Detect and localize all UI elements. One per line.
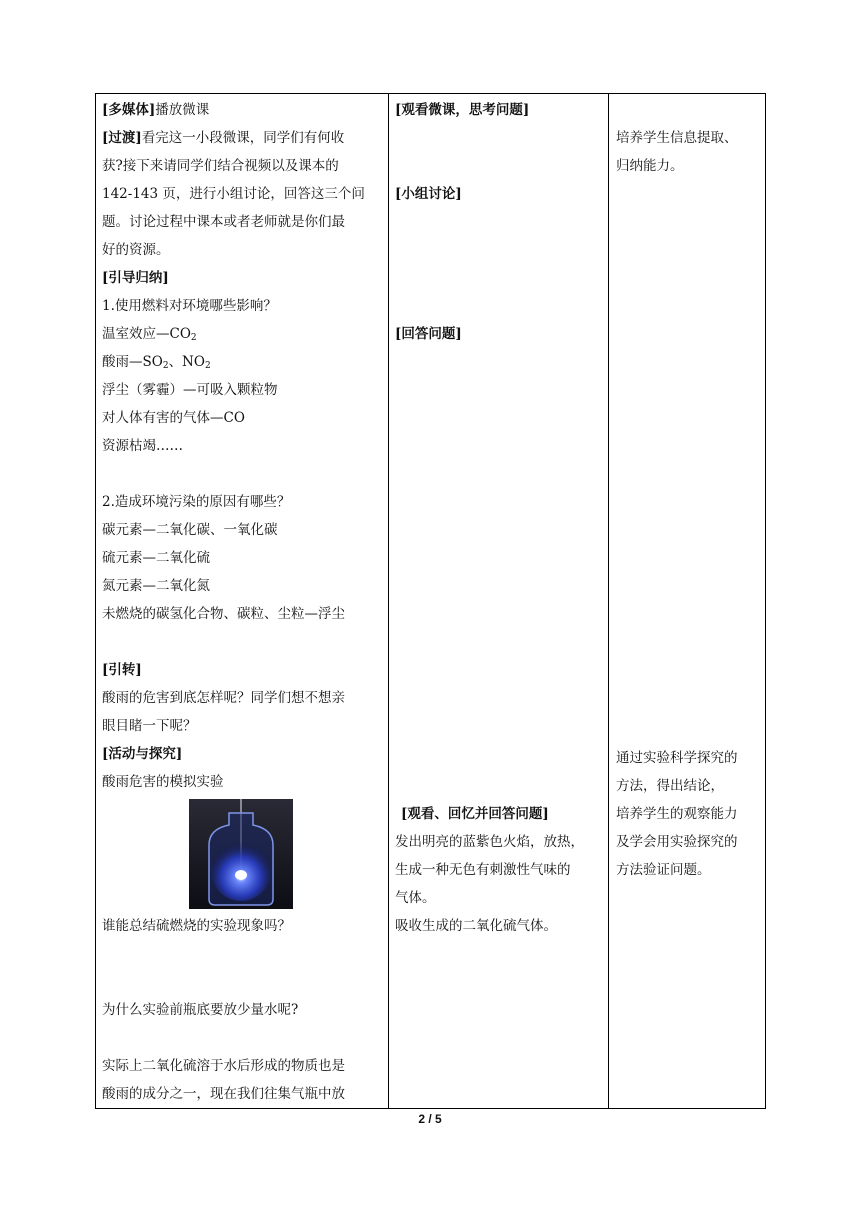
text-line: 获?接下来请同学们结合视频以及课本的 — [102, 158, 339, 174]
lesson-table — [95, 93, 766, 1109]
text-line: 酸雨的成分之一，现在我们往集气瓶中放 — [102, 1086, 345, 1102]
teacher-activity-column — [102, 94, 384, 1108]
text-line: 氮元素—二氧化氮 — [102, 578, 210, 594]
text-line: 硫元素—二氧化硫 — [102, 550, 210, 566]
heading-observe: [观看、回忆并回答问题] — [401, 806, 549, 822]
line-multimedia: [多媒体]播放微课 — [102, 102, 210, 118]
text-line: 眼目睹一下呢？ — [102, 718, 197, 734]
text-line: 生成一种无色有刺激性气味的 — [395, 862, 571, 878]
text-line: 资源枯竭…… — [102, 438, 183, 454]
text-line: 发出明亮的蓝紫色火焰，放热， — [395, 834, 584, 850]
glowing-bottle-photo — [189, 799, 293, 909]
text-line: 归纳能力。 — [616, 158, 684, 174]
text-line: 浮尘（雾霾）—可吸入颗粒物 — [102, 382, 278, 398]
question-2: 2.造成环境污染的原因有哪些？ — [102, 494, 291, 510]
text-line: 培养学生的观察能力 — [616, 806, 738, 822]
text-line: 对人体有害的气体—CO — [102, 410, 245, 426]
text-line: 培养学生信息提取、 — [616, 130, 738, 146]
page-number: 2 / 5 — [418, 1112, 442, 1126]
heading-group-discussion: [小组讨论] — [395, 186, 462, 202]
question-sulfur: 谁能总结硫燃烧的实验现象吗？ — [102, 918, 291, 934]
heading-transition: [引转] — [102, 662, 142, 678]
heading-watch: [观看微课，思考问题] — [395, 102, 530, 118]
text-line: 酸雨危害的模拟实验 — [102, 774, 224, 790]
column-divider-1 — [388, 94, 389, 1108]
text-line: 气体。 — [395, 890, 436, 906]
design-intent-column — [616, 94, 762, 1108]
text-line: 通过实验科学探究的 — [616, 750, 738, 766]
text-line: 142-143 页，进行小组讨论，回答这三个问 — [102, 186, 365, 202]
text-line: 好的资源。 — [102, 242, 170, 258]
text-line: 未燃烧的碳氢化合物、碳粒、尘粒—浮尘 — [102, 606, 345, 622]
text-line: 方法验证问题。 — [616, 862, 711, 878]
text-line: 酸雨的危害到底怎样呢？同学们想不想亲 — [102, 690, 345, 706]
text-line: 吸收生成的二氧化硫气体。 — [395, 918, 557, 934]
heading-answer: [回答问题] — [395, 326, 462, 342]
text-line: 实际上二氧化硫溶于水后形成的物质也是 — [102, 1058, 345, 1074]
bottle-illustration — [189, 799, 293, 909]
text-line: 题。讨论过程中课本或者老师就是你们最 — [102, 214, 345, 230]
greenhouse-line: 温室效应$—CO_2$ — [102, 326, 197, 343]
heading-activity: [活动与探究] — [102, 746, 183, 762]
text-line: 碳元素—二氧化碳、一氧化碳 — [102, 522, 278, 538]
column-divider-2 — [608, 94, 609, 1108]
question-water: 为什么实验前瓶底要放少量水呢? — [102, 1002, 299, 1018]
heading-guide-summary: [引导归纳] — [102, 270, 169, 286]
acid-rain-line: 酸雨$—SO_2$、$NO_2$ — [102, 354, 211, 371]
line-transition: [过渡]看完这一小段微课，同学们有何收 — [102, 130, 345, 146]
student-activity-column — [395, 94, 607, 1108]
text-line: 方法，得出结论， — [616, 778, 724, 794]
text-line: 及学会用实验探究的 — [616, 834, 738, 850]
question-1: 1.使用燃料对环境哪些影响？ — [102, 298, 277, 314]
